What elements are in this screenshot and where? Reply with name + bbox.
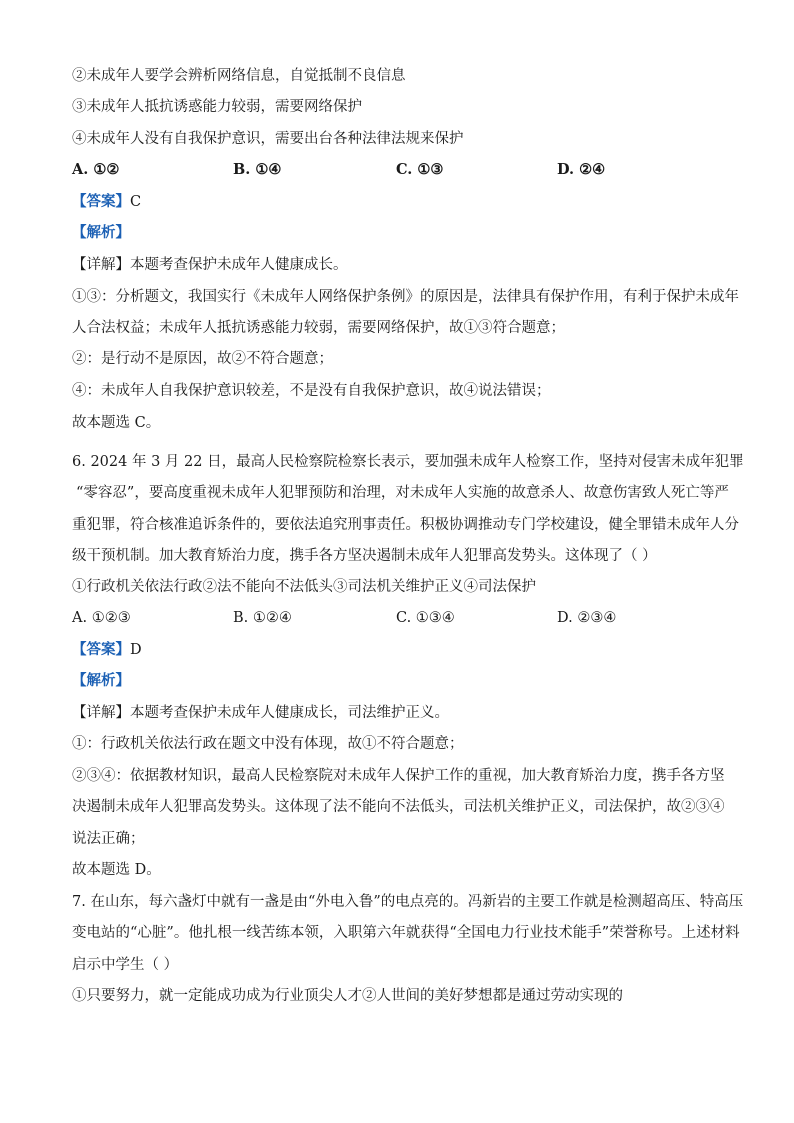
detail-text: 本题考查保护未成年人健康成长，司法维护正义。 [130, 705, 449, 721]
q5-explanation-1a: ①③：分析题文，我国实行《未成年人网络保护条例》的原因是，法律具有保护作用，有利于保护未成年 [72, 289, 739, 305]
q6-stem-2: “零容忍”，要高度重视未成年人犯罪预防和治理，对未成年人实施的故意杀人、故意伤害致人死亡等严 [76, 485, 729, 501]
q5-detail [72, 255, 732, 275]
q5-statement-2: ②未成年人要学会辨析网络信息，自觉抵制不良信息 [72, 68, 406, 84]
q5-explanation-2: ②：是行动不是原因，故②不符合题意； [72, 351, 333, 367]
q5-statement-4: ④未成年人没有自我保护意识，需要出台各种法律法规来保护 [72, 131, 464, 147]
q6-choice-c: C. ①③④ [396, 610, 455, 626]
q6-choice-b: B. ①②④ [233, 610, 292, 626]
q6-choice-a: A. ①②③ [72, 610, 131, 626]
q6-stem-4: 级干预机制。加大教育矫治力度，携手各方坚决遏制未成年人犯罪高发势头。这体现了（ ） [72, 548, 657, 564]
q5-explanation-1b: 人合法权益；未成年人抵抗诱惑能力较弱，需要网络保护，故①③符合题意； [72, 320, 565, 336]
q5-analysis-heading [72, 223, 732, 243]
analysis-tag: 【解析】 [72, 224, 130, 241]
q7-stem-1: 7. 在山东，每六盏灯中就有一盏是由“外电入鲁”的电点亮的。冯新岩的主要工作就是检测超高压、特高压 [72, 894, 744, 910]
q5-statement-3: ③未成年人抵抗诱惑能力较弱，需要网络保护 [72, 99, 362, 115]
answer-value: C [130, 194, 142, 210]
q5-answer [72, 192, 732, 212]
q6-stem-1: 6. 2024 年 3 月 22 日，最高人民检察院检察长表示，要加强未成年人检察工作，坚持对侵害未成年犯罪 [72, 454, 744, 470]
answer-tag: 【答案】 [72, 193, 130, 210]
q5-conclusion: 故本题选 C。 [72, 415, 161, 431]
q6-analysis-heading [72, 671, 732, 691]
q7-options: ①只要努力，就一定能成功成为行业顶尖人才②人世间的美好梦想都是通过劳动实现的 [72, 988, 623, 1004]
q6-explanation-2b: 决遏制未成年人犯罪高发势头。这体现了法不能向不法低头，司法机关维护正义，司法保护，故②③④ [72, 799, 725, 815]
q5-choice-a: A. ①② [72, 161, 120, 178]
q6-choice-d: D. ②③④ [557, 610, 617, 626]
q7-stem-2: 变电站的“心脏”。他扎根一线苦练本领，入职第六年就获得“全国电力行业技术能手”荣誉称号。上述材料 [72, 925, 740, 941]
q6-conclusion: 故本题选 D。 [72, 862, 161, 878]
q6-options: ①行政机关依法行政②法不能向不法低头③司法机关维护正义④司法保护 [72, 579, 536, 595]
q5-choice-c: C. ①③ [396, 161, 444, 178]
q5-choice-b: B. ①④ [233, 161, 282, 178]
detail-tag: 【详解】 [72, 257, 130, 273]
q5-explanation-3: ④：未成年人自我保护意识较差，不是没有自我保护意识，故④说法错误； [72, 383, 551, 399]
analysis-tag: 【解析】 [72, 672, 130, 689]
q6-explanation-2c: 说法正确； [72, 831, 145, 847]
q6-detail [72, 703, 732, 723]
q5-choice-d: D. ②④ [557, 161, 606, 178]
answer-value: D [130, 642, 142, 658]
q6-explanation-1: ①：行政机关依法行政在题文中没有体现，故①不符合题意； [72, 736, 464, 752]
detail-text: 本题考查保护未成年人健康成长。 [130, 257, 348, 273]
q6-stem-3: 重犯罪，符合核准追诉条件的，要依法追究刑事责任。积极协调推动专门学校建设，健全罪错未成年人分 [72, 517, 739, 533]
detail-tag: 【详解】 [72, 705, 130, 721]
q7-stem-3: 启示中学生（ ） [72, 957, 179, 973]
q6-answer [72, 640, 732, 660]
answer-tag: 【答案】 [72, 641, 130, 658]
q6-explanation-2a: ②③④：依据教材知识，最高人民检察院对未成年人保护工作的重视，加大教育矫治力度，携手各方坚 [72, 768, 725, 784]
